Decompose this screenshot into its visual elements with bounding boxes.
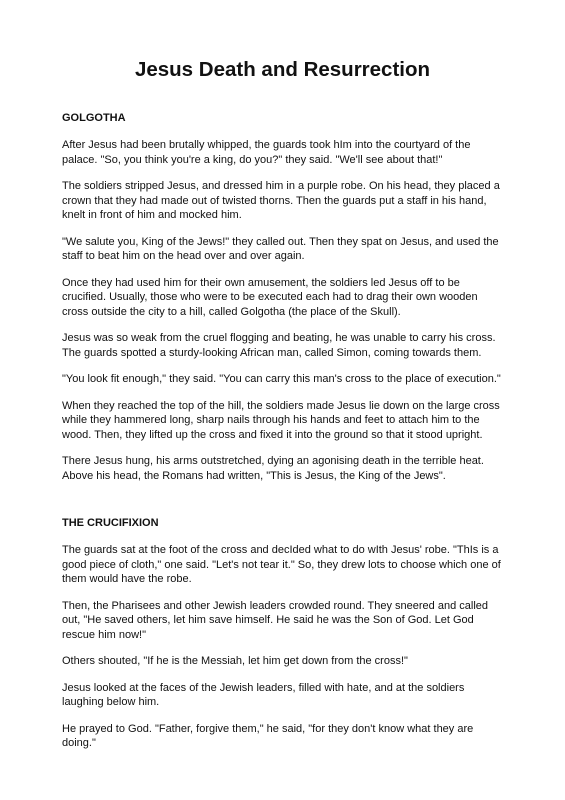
paragraph: The guards sat at the foot of the cross and decIded what to do wIth Jesus' robe. "ThIs is a good piece of cloth," one said. "Let's not tear it." So, they drew lots to choose which one of them would have the robe. bbox=[62, 544, 501, 585]
paragraph: He prayed to God. "Father, forgive them," he said, "for they don't know what they are doing." bbox=[62, 722, 474, 749]
paragraph: After Jesus had been brutally whipped, the guards took hIm into the courtyard of the palace. "So, you think you're a king, do you?" they said. "We'll see about that!" bbox=[62, 139, 471, 166]
section-heading: THE CRUCIFIXION bbox=[62, 517, 159, 529]
paragraph: There Jesus hung, his arms outstretched, dying an agonising death in the terrible heat. Above his head, the Romans had written, "This is Jesus, the King of the Jews". bbox=[62, 455, 484, 482]
paragraph: "We salute you, King of the Jews!" they called out. Then they spat on Jesus, and used the staff to beat him on the head over and over again. bbox=[62, 235, 499, 262]
paragraph: Once they had used him for their own amusement, the soldiers led Jesus off to be crucified. Usually, those who were to be executed each had to drag their own wooden cross outside the city to a hill, called Golgotha (the place of the Skull). bbox=[62, 276, 478, 318]
paragraph: "You look fit enough," they said. "You can carry this man's cross to the place of execution." bbox=[62, 373, 501, 385]
paragraph: Others shouted, "If he is the Messiah, let him get down from the cross!" bbox=[62, 655, 408, 667]
section-heading: GOLGOTHA bbox=[62, 112, 126, 124]
section-golgotha bbox=[62, 111, 503, 483]
page-title: Jesus Death and Resurrection bbox=[134, 58, 431, 81]
paragraph: When they reached the top of the hill, the soldiers made Jesus lie down on the large cross while they hammered long, sharp nails through his hands and feet to attach him to the wood. Then, they lifted up the cross and fixed it into the ground so that it stood upright. bbox=[62, 399, 500, 441]
paragraph: Jesus was so weak from the cruel flogging and beating, he was unable to carry his cross. The guards spotted a sturdy-looking African man, called Simon, coming towards them. bbox=[62, 332, 496, 359]
paragraph: Then, the Pharisees and other Jewish leaders crowded round. They sneered and called out, "He saved others, let him save himself. He said he was the Son of God. Let God rescue him now!" bbox=[62, 599, 489, 641]
paragraph: The soldiers stripped Jesus, and dressed him in a purple robe. On his head, they placed a crown that they had made out of twisted thorns. Then the guards put a staff in his hand, knelt in front of him and mocked him. bbox=[62, 180, 500, 221]
section-crucifixion bbox=[62, 516, 503, 751]
paragraph: Jesus looked at the faces of the Jewish leaders, filled with hate, and at the soldiers laughing below him. bbox=[62, 681, 465, 708]
